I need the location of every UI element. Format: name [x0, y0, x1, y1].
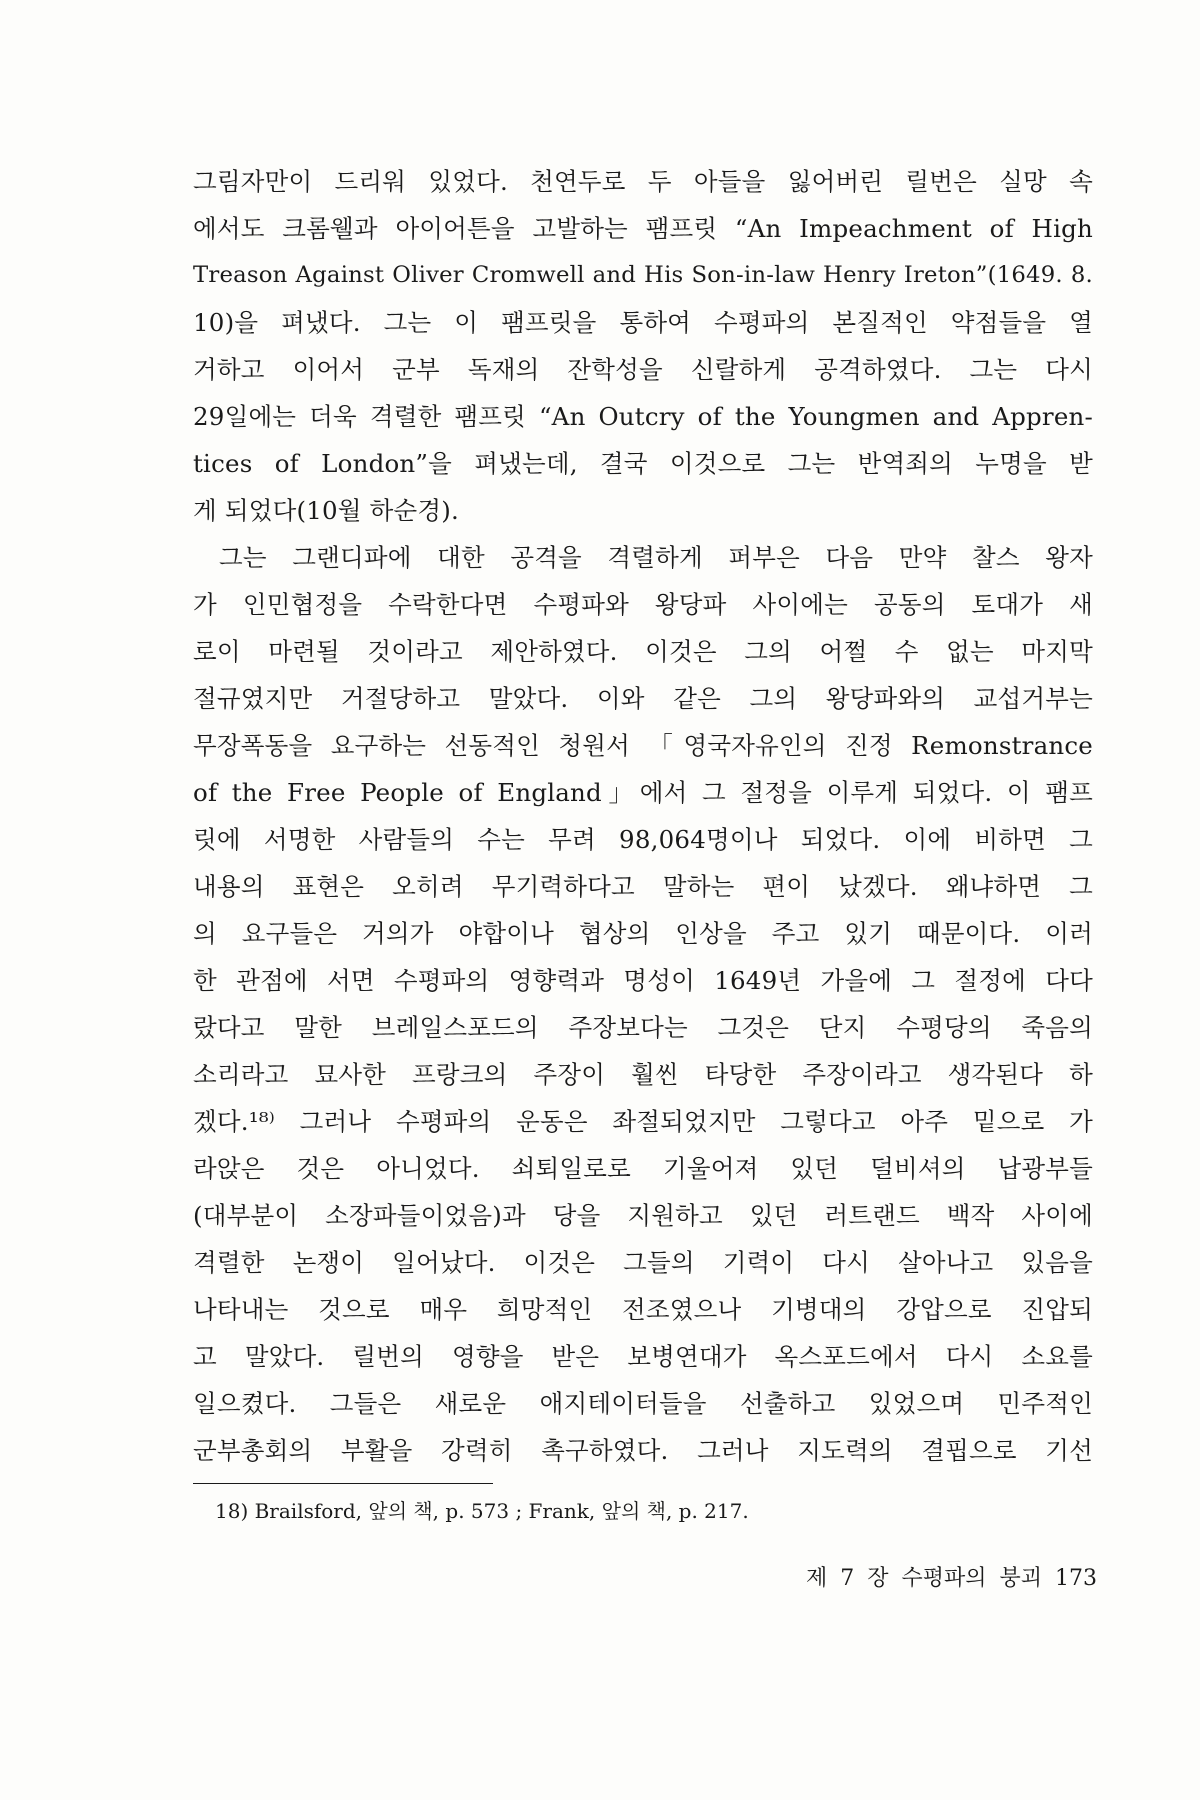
running-footer: 제 7 장 수평파의 붕괴 173	[806, 1566, 1097, 1591]
text-line: 무장폭동을 요구하는 선동적인 청원서 「영국자유인의 진정 Remonstrance	[193, 731, 1093, 760]
text-line: 의 요구들은 거의가 야합이나 협상의 인상을 주고 있기 때문이다. 이러	[193, 919, 1093, 948]
text-line: 로이 마련될 것이라고 제안하였다. 이것은 그의 어쩔 수 없는 마지막	[193, 637, 1093, 666]
text-line: 일으켰다. 그들은 새로운 애지테이터들을 선출하고 있었으며 민주적인	[193, 1389, 1093, 1418]
text-line: 군부총회의 부활을 강력히 촉구하였다. 그러나 지도력의 결핍으로 기선	[193, 1436, 1093, 1465]
text-line: 그림자만이 드리워 있었다. 천연두로 두 아들을 잃어버린 릴번은 실망 속	[193, 167, 1093, 196]
text-line: 한 관점에 서면 수평파의 영향력과 명성이 1649년 가을에 그 절정에 다다	[193, 966, 1093, 995]
paragraph-1	[193, 158, 1093, 534]
text-line: of the Free People of England」에서 그 절정을 이루게 되었다. 이 팸프	[193, 778, 1093, 807]
text-line: 소리라고 묘사한 프랑크의 주장이 훨씬 타당한 주장이라고 생각된다 하	[193, 1060, 1093, 1089]
text-line: 격렬한 논쟁이 일어났다. 이것은 그들의 기력이 다시 살아나고 있음을	[193, 1248, 1093, 1277]
text-line: 고 말았다. 릴번의 영향을 받은 보병연대가 옥스포드에서 다시 소요를	[193, 1342, 1093, 1371]
text-line: 29일에는 더욱 격렬한 팸프릿 “An Outcry of the Youngmen and Appren-	[193, 402, 1093, 431]
text-line: 라앉은 것은 아니었다. 쇠퇴일로로 기울어져 있던 덜비셔의 납광부들	[193, 1154, 1093, 1183]
text-line: 에서도 크롬웰과 아이어튼을 고발하는 팸프릿 “An Impeachment of High	[193, 214, 1093, 243]
text-line: 거하고 이어서 군부 독재의 잔학성을 신랄하게 공격하였다. 그는 다시	[193, 355, 1093, 384]
text-line: 릿에 서명한 사람들의 수는 무려 98,064명이나 되었다. 이에 비하면 그	[193, 825, 1093, 854]
text-line: tices of London”을 펴냈는데, 결국 이것으로 그는 반역죄의 누명을 받	[193, 449, 1093, 478]
text-line: 랐다고 말한 브레일스포드의 주장보다는 그것은 단지 수평당의 죽음의	[193, 1013, 1093, 1042]
text-line: 내용의 표현은 오히려 무기력하다고 말하는 편이 났겠다. 왜냐하면 그	[193, 872, 1093, 901]
footnote-divider	[193, 1483, 493, 1484]
text-line: 겠다.¹⁸⁾ 그러나 수평파의 운동은 좌절되었지만 그렇다고 아주 밑으로 가	[193, 1107, 1093, 1136]
paragraph-2	[193, 534, 1093, 1474]
text-line: 절규였지만 거절당하고 말았다. 이와 같은 그의 왕당파와의 교섭거부는	[193, 684, 1093, 713]
text-line: 10)을 펴냈다. 그는 이 팸프릿을 통하여 수평파의 본질적인 약점들을 열	[193, 308, 1093, 337]
text-line: (대부분이 소장파들이었음)과 당을 지원하고 있던 러트랜드 백작 사이에	[193, 1201, 1093, 1230]
text-line: Treason Against Oliver Cromwell and His Son-in-law Henry Ireton”(1649. 8.	[193, 262, 1093, 288]
text-line: 가 인민협정을 수락한다면 수평파와 왕당파 사이에는 공동의 토대가 새	[193, 590, 1093, 619]
text-line: 나타내는 것으로 매우 희망적인 전조였으나 기병대의 강압으로 진압되	[193, 1295, 1093, 1324]
footnote: 18) Brailsford, 앞의 책, p. 573 ; Frank, 앞의 책, p. 217.	[215, 1499, 749, 1523]
body-text	[193, 158, 1093, 1474]
text-line: 그는 그랜디파에 대한 공격을 격렬하게 퍼부은 다음 만약 찰스 왕자	[219, 543, 1093, 572]
text-line: 게 되었다(10월 하순경).	[193, 496, 459, 525]
